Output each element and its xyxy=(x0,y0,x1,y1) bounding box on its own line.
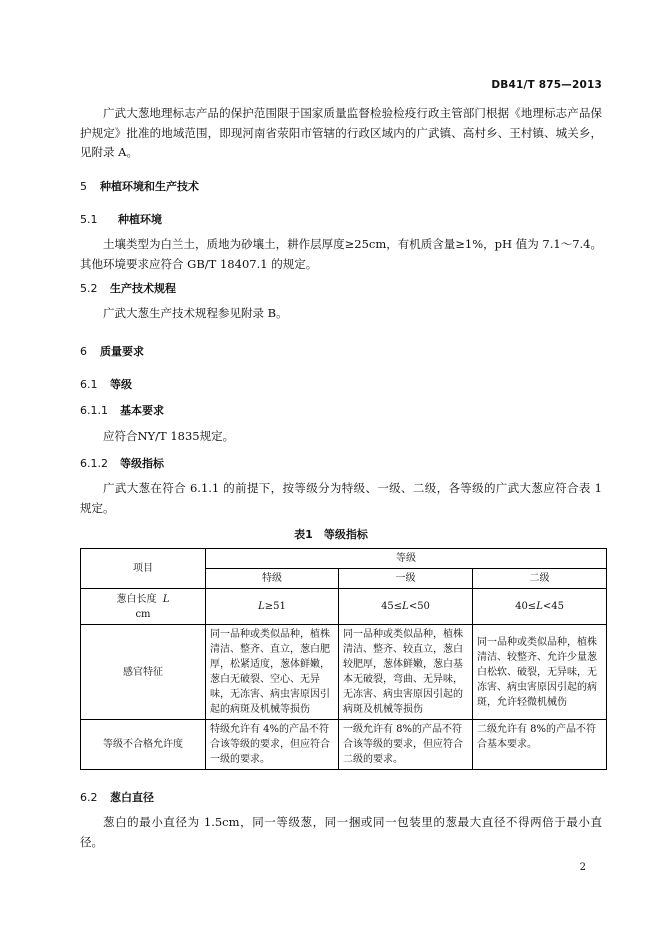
sensory-second-cell: 同一品种或类似品种，植株清洁、较整齐、允许少量葱白松软、破裂，无异味，无冻害、病虫害原因引起的病斑，允许轻微机械伤 xyxy=(473,625,607,720)
grade-second-cell: 二级 xyxy=(473,569,607,589)
length-label-cell xyxy=(81,589,206,625)
section-6-1-heading xyxy=(80,376,132,392)
section-number: 5.1 xyxy=(80,213,98,226)
section-5-1-heading xyxy=(80,211,162,227)
length-special-value: ≥51 xyxy=(264,601,286,612)
document-code: DB41/T 875—2013 xyxy=(491,79,602,91)
length-first-var: L xyxy=(402,601,409,612)
sensory-label-cell: 感官特征 xyxy=(81,625,206,720)
tolerance-label-cell: 等级不合格允许度 xyxy=(81,720,206,770)
header-item-cell: 项目 xyxy=(81,549,206,589)
tolerance-special-cell: 特级允许有 4%的产品不符合该等级的要求，但应符合一级的要求。 xyxy=(206,720,339,770)
length-second-value: <45 xyxy=(542,601,564,612)
section-number: 5 xyxy=(80,180,87,193)
length-special-cell xyxy=(206,589,339,625)
section-number: 6.1.1 xyxy=(80,404,108,417)
length-second-cell xyxy=(473,589,607,625)
table-header-row xyxy=(81,549,607,569)
grade-special-cell: 特级 xyxy=(206,569,339,589)
section-title: 基本要求 xyxy=(120,404,164,417)
section-6-2-heading xyxy=(80,789,154,805)
length-label-text: 葱白长度 xyxy=(116,593,157,605)
length-second-var: L xyxy=(536,601,543,612)
section-title: 葱白直径 xyxy=(110,791,154,804)
section-number: 6 xyxy=(80,345,87,358)
length-label-unit: cm xyxy=(135,608,151,620)
section-title: 等级指标 xyxy=(120,457,164,470)
table-row-tolerance xyxy=(81,720,607,770)
length-special-var: L xyxy=(258,601,265,612)
length-first-cell xyxy=(339,589,473,625)
sensory-first-cell: 同一品种或类似品种，植株清洁、整齐、较直立，葱白较肥厚，葱体鲜嫩，葱白基本无破裂，弯曲、无异味，无冻害、病虫害原因引起的病斑及机械等损伤 xyxy=(339,625,473,720)
section-title: 种植环境和生产技术 xyxy=(100,180,199,193)
section-number: 6.1.2 xyxy=(80,457,108,470)
section-5-2-heading xyxy=(80,280,176,296)
section-number: 6.2 xyxy=(80,791,98,804)
tolerance-first-cell: 一级允许有 8%的产品不符合该等级的要求，但应符合二级的要求。 xyxy=(339,720,473,770)
length-second-prefix: 40≤ xyxy=(515,601,537,612)
page-number: 2 xyxy=(579,862,586,873)
section-6-1-2-paragraph: 广武大葱在符合 6.1.1 的前提下，按等级分为特级、一级、二级，各等级的广武大葱应符合表 1 规定。 xyxy=(80,481,602,515)
section-6-1-2-heading xyxy=(80,455,164,471)
section-5-1-paragraph: 土壤类型为白兰土，质地为砂壤土，耕作层厚度≥25cm，有机质含量≥1%，pH 值为 7.1～7.4。其他环境要求应符合 GB/T 18407.1 的规定。 xyxy=(80,237,602,271)
section-number: 5.2 xyxy=(80,282,98,295)
header-grade-cell: 等级 xyxy=(206,549,607,569)
table-row-length xyxy=(81,589,607,625)
section-title: 等级 xyxy=(110,378,132,391)
section-5-heading xyxy=(80,178,199,194)
section-number: 6.1 xyxy=(80,378,98,391)
section-title: 生产技术规程 xyxy=(110,282,176,295)
grade-table xyxy=(80,548,607,770)
grade-first-cell: 一级 xyxy=(339,569,473,589)
section-title: 质量要求 xyxy=(100,345,144,358)
table-row-sensory xyxy=(81,625,607,720)
section-6-2-paragraph: 葱白的最小直径为 1.5cm，同一等级葱，同一捆或同一包装里的葱最大直径不得两倍于最小直径。 xyxy=(80,815,602,849)
length-first-value: <50 xyxy=(408,601,430,612)
tolerance-second-cell: 二级允许有 8%的产品不符合基本要求。 xyxy=(473,720,607,770)
intro-paragraph: 广武大葱地理标志产品的保护范围限于国家质量监督检验检疫行政主管部门根据《地理标志产品保护规定》批准的地域范围，即现河南省荥阳市管辖的行政区域内的广武镇、高村乡、王村镇、城关乡，见附录 A。 xyxy=(80,106,602,159)
section-6-1-1-heading xyxy=(80,402,164,418)
length-label-var: L xyxy=(162,593,170,605)
length-first-prefix: 45≤ xyxy=(381,601,403,612)
section-6-heading xyxy=(80,343,144,359)
section-6-1-1-paragraph: 应符合NY/T 1835规定。 xyxy=(103,429,235,443)
section-5-2-paragraph: 广武大葱生产技术规程参见附录 B。 xyxy=(103,306,288,320)
sensory-special-cell: 同一品种或类似品种，植株清洁、整齐、直立，葱白肥厚，松紧适度，葱体鲜嫩，葱白无破裂、空心、无异味，无冻害、病虫害原因引起的病斑及机械等损伤 xyxy=(206,625,339,720)
table-caption: 表1 等级指标 xyxy=(294,528,368,541)
section-title: 种植环境 xyxy=(118,213,162,226)
